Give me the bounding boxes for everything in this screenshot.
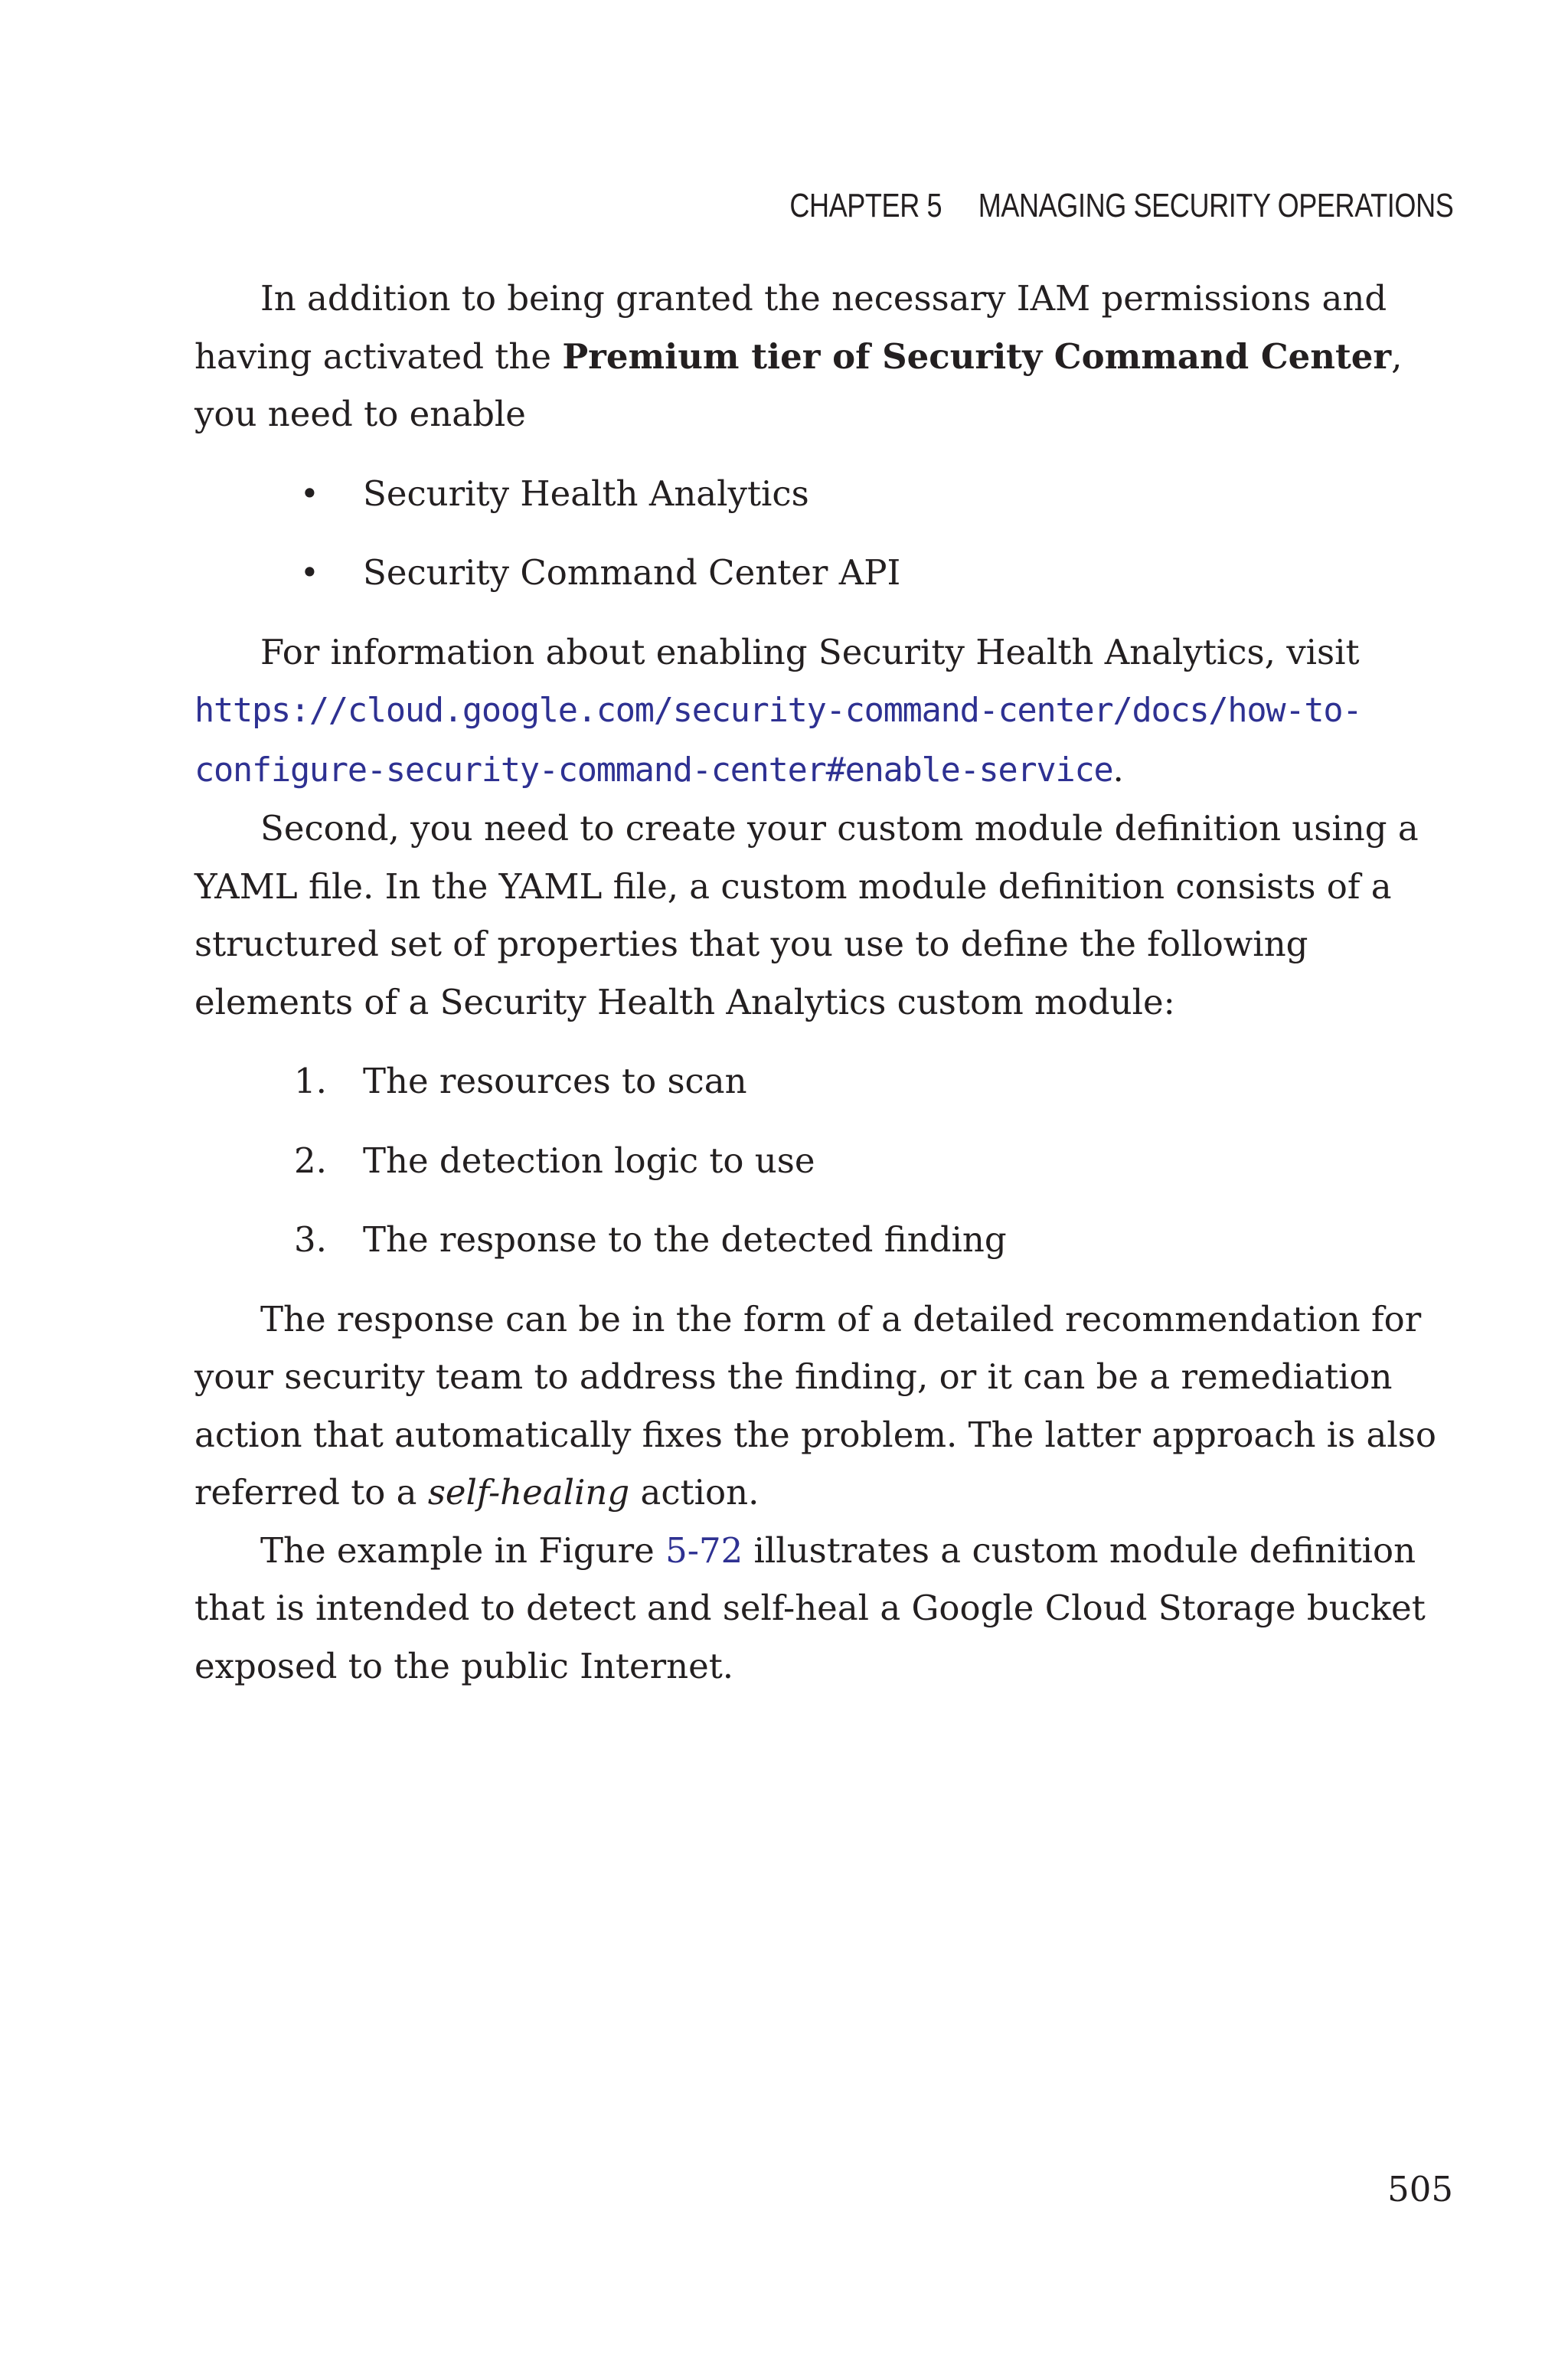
list-number: 3. bbox=[294, 1219, 327, 1260]
enable-service-link[interactable] bbox=[194, 692, 1361, 790]
list-number: 1. bbox=[294, 1061, 327, 1101]
list-text: The detection logic to use bbox=[363, 1140, 815, 1181]
list-text: The response to the detected finding bbox=[363, 1219, 1007, 1260]
info-period: . bbox=[1112, 748, 1124, 790]
bullet-icon: • bbox=[300, 554, 319, 591]
info-text: For information about enabling Security Health Analytics, visit bbox=[260, 631, 1360, 672]
example-text-end: illustrates a custom module definition that is intended to detect and self-heal a Google Cloud Storage bucket exposed to the public Internet. bbox=[194, 1529, 1426, 1686]
list-number: 2. bbox=[294, 1140, 327, 1181]
list-item bbox=[194, 544, 1458, 602]
list-item bbox=[194, 1052, 1458, 1110]
response-text-end: action. bbox=[629, 1472, 760, 1513]
body-text bbox=[194, 270, 1458, 1695]
chapter-title: MANAGING SECURITY OPERATIONS bbox=[978, 187, 1453, 224]
requirements-bullet-list bbox=[194, 465, 1458, 602]
figure-reference-link[interactable]: 5-72 bbox=[665, 1529, 743, 1571]
example-paragraph bbox=[194, 1522, 1458, 1696]
info-paragraph bbox=[194, 623, 1458, 800]
link-line-2: configure-security-command-center#enable-service bbox=[194, 751, 1113, 790]
intro-text-end: , you need to enable bbox=[194, 335, 1403, 434]
bullet-text: Security Command Center API bbox=[363, 552, 901, 593]
link-line-1: https://cloud.google.com/security-command-center/docs/how-to- bbox=[194, 692, 1362, 730]
bullet-icon: • bbox=[300, 474, 319, 512]
response-text-start: The response can be in the form of a detailed recommendation for your security team to address the finding, or it can be a remediation action that automatically fixes the problem. The latter approach is also referred to a bbox=[194, 1298, 1436, 1513]
list-item bbox=[194, 1211, 1458, 1269]
list-text: The resources to scan bbox=[363, 1061, 747, 1101]
module-elements-numbered-list bbox=[194, 1052, 1458, 1269]
running-header bbox=[789, 187, 1453, 225]
response-paragraph bbox=[194, 1290, 1458, 1522]
bullet-text: Security Health Analytics bbox=[363, 473, 809, 514]
page-number: 505 bbox=[1387, 2169, 1453, 2210]
premium-tier-bold: Premium tier of Security Command Center bbox=[562, 335, 1392, 377]
intro-text-start: In addition to being granted the necessary IAM permissions and having activated the bbox=[194, 278, 1387, 377]
example-text-start: The example in Figure bbox=[260, 1529, 666, 1571]
self-healing-italic: self-healing bbox=[427, 1472, 630, 1513]
chapter-label: CHAPTER 5 bbox=[789, 187, 942, 224]
list-item bbox=[194, 465, 1458, 523]
second-paragraph: Second, you need to create your custom module definition using a YAML file. In the YAML file, a custom module definition consists of a structured set of properties that you use to define the following elements of a Security Health Analytics custom module: bbox=[194, 808, 1419, 1022]
intro-paragraph bbox=[194, 270, 1458, 443]
list-item bbox=[194, 1132, 1458, 1190]
